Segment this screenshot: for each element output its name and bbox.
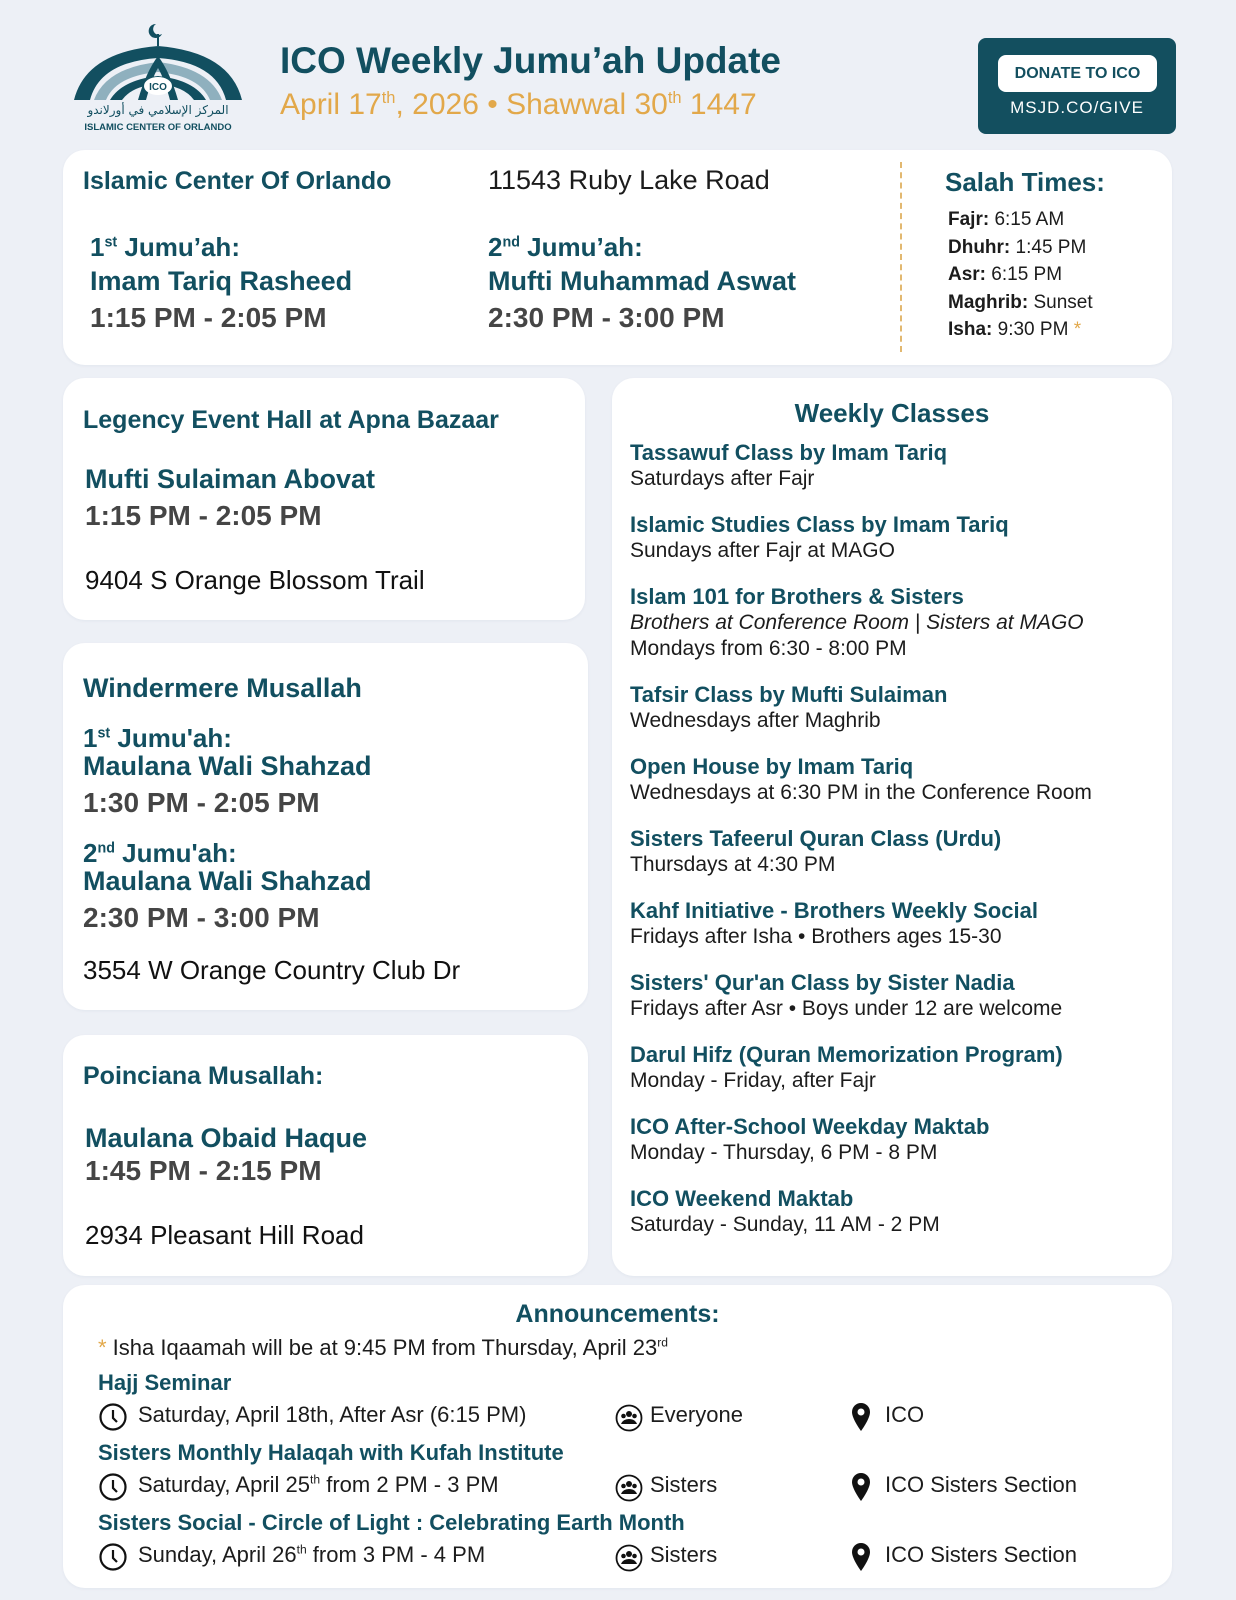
first-jumuah-label: 1st Jumu’ah: — [90, 232, 240, 262]
gregorian-date: April 17 — [280, 88, 382, 121]
event-time: Sunday, April 26th from 3 PM - 4 PM — [138, 1542, 486, 1567]
class-item — [630, 1114, 1160, 1166]
event-audience: Sisters — [650, 1472, 718, 1497]
center-address: 11543 Ruby Lake Road — [488, 165, 770, 195]
class-title: Islam 101 for Brothers & Sisters — [630, 584, 964, 609]
first-jumuah-label: 1st Jumu'ah: — [83, 723, 232, 753]
weekly-classes-title: Weekly Classes — [794, 398, 990, 428]
location-name: Windermere Musallah — [83, 673, 362, 703]
first-jumuah-time: 1:30 PM - 2:05 PM — [83, 787, 320, 818]
event-title: Sisters Monthly Halaqah with Kufah Institute — [98, 1440, 564, 1465]
class-list — [630, 440, 1160, 1258]
event-details — [98, 1402, 1148, 1432]
class-item — [630, 1186, 1160, 1238]
class-item — [630, 754, 1160, 806]
class-item — [630, 682, 1160, 734]
second-jumuah-imam: Mufti Muhammad Aswat — [488, 266, 797, 296]
date-line — [280, 88, 757, 122]
class-title: Islamic Studies Class by Imam Tariq — [630, 512, 1009, 537]
event-details — [98, 1472, 1148, 1502]
divider — [900, 162, 902, 352]
clock-icon — [98, 1402, 128, 1438]
imam-name: Maulana Obaid Haque — [85, 1123, 368, 1153]
salah-fajr: Fajr: 6:15 AM — [948, 209, 1065, 230]
class-schedule: Saturdays after Fajr — [630, 467, 815, 490]
location-pin-icon — [850, 1472, 872, 1508]
event-location: ICO Sisters Section — [885, 1542, 1077, 1567]
donate-box[interactable] — [978, 38, 1176, 134]
imam-name: Mufti Sulaiman Abovat — [85, 464, 376, 494]
announcements-card — [63, 1285, 1172, 1588]
second-jumuah-label: 2nd Jumu'ah: — [83, 838, 237, 868]
location-pin-icon — [850, 1402, 872, 1438]
clock-icon — [98, 1542, 128, 1578]
event-audience: Everyone — [650, 1402, 743, 1427]
legency-card — [63, 378, 585, 620]
class-item — [630, 1042, 1160, 1094]
class-title: Darul Hifz (Quran Memorization Program) — [630, 1042, 1063, 1067]
donate-url[interactable]: MSJD.CO/GIVE — [1010, 98, 1144, 117]
class-schedule: Wednesdays at 6:30 PM in the Conference Room — [630, 781, 1092, 804]
class-schedule: Thursdays at 4:30 PM — [630, 853, 836, 876]
class-schedule: Fridays after Asr • Boys under 12 are welcome — [630, 997, 1063, 1020]
second-jumuah-time: 2:30 PM - 3:00 PM — [83, 902, 320, 933]
date-suffix: th — [381, 89, 396, 107]
main-center-card — [63, 150, 1172, 365]
salah-asr: Asr: 6:15 PM — [948, 264, 1063, 285]
class-title: Kahf Initiative - Brothers Weekly Social — [630, 898, 1038, 923]
poinciana-card — [63, 1035, 588, 1276]
hijri-year: 1447 — [681, 88, 757, 121]
class-schedule: Monday - Friday, after Fajr — [630, 1069, 876, 1092]
class-title: Tafsir Class by Mufti Sulaiman — [630, 682, 948, 707]
class-item — [630, 970, 1160, 1022]
address: 3554 W Orange Country Club Dr — [83, 955, 461, 985]
second-jumuah-time: 2:30 PM - 3:00 PM — [488, 302, 725, 333]
class-item — [630, 440, 1160, 492]
salah-isha: Isha: 9:30 PM * — [948, 319, 1082, 340]
ico-logo — [66, 22, 251, 142]
class-title: ICO Weekend Maktab — [630, 1186, 854, 1211]
first-jumuah-imam: Maulana Wali Shahzad — [83, 751, 372, 781]
event-title: Hajj Seminar — [98, 1370, 232, 1395]
svg-text:ICO: ICO — [149, 82, 167, 93]
class-location: Brothers at Conference Room | Sisters at MAGO — [630, 611, 1084, 634]
donate-button[interactable]: DONATE TO ICO — [998, 55, 1157, 92]
salah-title: Salah Times: — [945, 167, 1105, 197]
class-title: ICO After-School Weekday Maktab — [630, 1114, 990, 1139]
center-name: Islamic Center Of Orlando — [83, 167, 392, 195]
hijri-date: , 2026 • Shawwal 30 — [395, 88, 668, 121]
second-jumuah-imam: Maulana Wali Shahzad — [83, 866, 372, 896]
salah-maghrib: Maghrib: Sunset — [948, 291, 1093, 313]
event-title: Sisters Social - Circle of Light : Celebrating Earth Month — [98, 1510, 685, 1535]
class-title: Open House by Imam Tariq — [630, 754, 914, 779]
group-icon — [615, 1474, 643, 1508]
class-schedule: Wednesdays after Maghrib — [630, 709, 881, 732]
class-item — [630, 584, 1160, 662]
class-item — [630, 512, 1160, 564]
class-title: Sisters Tafeerul Quran Class (Urdu) — [630, 826, 1002, 851]
salah-times — [948, 206, 1093, 344]
event-time: Saturday, April 25th from 2 PM - 3 PM — [138, 1472, 499, 1497]
class-schedule: Mondays from 6:30 - 8:00 PM — [630, 637, 907, 660]
location-name: Legency Event Hall at Apna Bazaar — [83, 406, 499, 434]
class-title: Sisters' Qur'an Class by Sister Nadia — [630, 970, 1015, 995]
hijri-suffix: th — [667, 89, 682, 107]
class-item — [630, 826, 1160, 878]
address: 2934 Pleasant Hill Road — [85, 1220, 364, 1250]
class-schedule: Fridays after Isha • Brothers ages 15-30 — [630, 925, 1002, 948]
second-jumuah-label: 2nd Jumu’ah: — [488, 232, 643, 262]
page-title: ICO Weekly Jumu’ah Update — [280, 40, 781, 81]
first-jumuah-imam: Imam Tariq Rasheed — [90, 266, 353, 296]
location-pin-icon — [850, 1542, 872, 1578]
class-schedule: Sundays after Fajr at MAGO — [630, 539, 895, 562]
announcements-title: Announcements: — [515, 1300, 720, 1328]
svg-text:المركز الإسلامي في أورلاندو: المركز الإسلامي في أورلاندو — [87, 103, 229, 117]
jumuah-time: 1:45 PM - 2:15 PM — [85, 1155, 322, 1186]
weekly-classes-card — [612, 378, 1172, 1276]
svg-text:ISLAMIC CENTER OF ORLANDO: ISLAMIC CENTER OF ORLANDO — [84, 122, 232, 133]
address: 9404 S Orange Blossom Trail — [85, 565, 425, 595]
first-jumuah-time: 1:15 PM - 2:05 PM — [90, 302, 327, 333]
isha-note: * Isha Iqaamah will be at 9:45 PM from Thursday, April 23rd — [98, 1335, 669, 1360]
salah-dhuhr: Dhuhr: 1:45 PM — [948, 236, 1087, 258]
event-time: Saturday, April 18th, After Asr (6:15 PM) — [138, 1402, 527, 1427]
group-icon — [615, 1544, 643, 1578]
event-details — [98, 1542, 1148, 1572]
class-title: Tassawuf Class by Imam Tariq — [630, 440, 948, 465]
class-item — [630, 898, 1160, 950]
event-location: ICO Sisters Section — [885, 1472, 1077, 1497]
event-location: ICO — [885, 1402, 925, 1427]
class-schedule: Monday - Thursday, 6 PM - 8 PM — [630, 1141, 938, 1164]
location-name: Poinciana Musallah: — [83, 1062, 324, 1090]
jumuah-time: 1:15 PM - 2:05 PM — [85, 500, 322, 531]
windermere-card — [63, 643, 588, 1010]
clock-icon — [98, 1472, 128, 1508]
class-schedule: Saturday - Sunday, 11 AM - 2 PM — [630, 1213, 940, 1236]
event-audience: Sisters — [650, 1542, 718, 1567]
group-icon — [615, 1404, 643, 1438]
